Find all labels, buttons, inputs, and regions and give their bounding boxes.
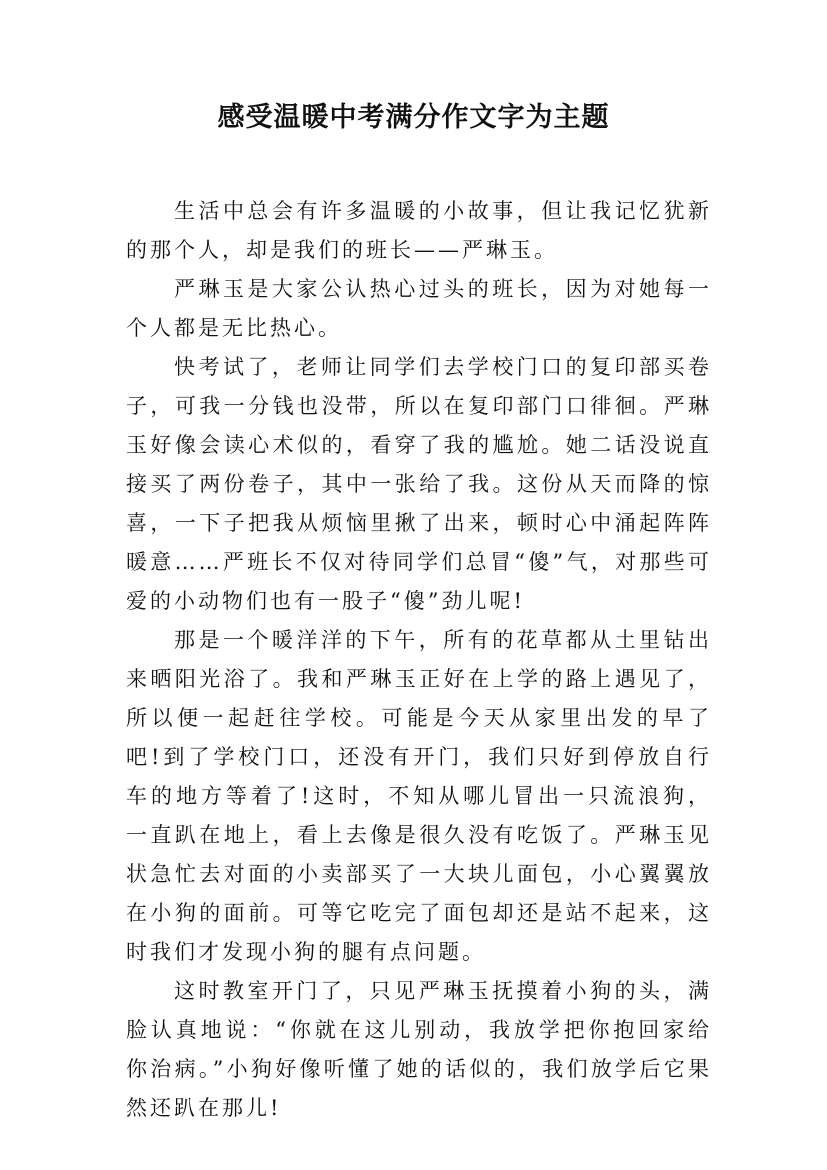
article-body xyxy=(126,192,712,1128)
paragraph-5: 这时教室开门了，只见严琳玉抚摸着小狗的头，满脸认真地说：“你就在这儿别动，我放学把你抱回家给你治病。”小狗好像听懂了她的话似的，我们放学后它果然还趴在那儿! xyxy=(126,979,712,1120)
paragraph-2: 严琳玉是大家公认热心过头的班长，因为对她每一个人都是无比热心。 xyxy=(126,277,712,340)
paragraph-4: 那是一个暖洋洋的下午，所有的花草都从土里钻出来晒阳光浴了。我和严琳玉正好在上学的路上遇见了，所以便一起赶往学校。可能是今天从家里出发的早了吧!到了学校门口，还没有开门，我们只好到停放自行车的地方等着了!这时，不知从哪儿冒出一只流浪狗，一直趴在地上，看上去像是很久没有吃饭了。严琳玉见状急忙去对面的小卖部买了一大块儿面包，小心翼翼放在小狗的面前。可等它吃完了面包却还是站不起来，这时我们才发现小狗的腿有点问题。 xyxy=(126,628,712,964)
paragraph-1: 生活中总会有许多温暖的小故事，但让我记忆犹新的那个人，却是我们的班长——严琳玉。 xyxy=(126,199,712,262)
document-title: 感受温暖中考满分作文字为主题 xyxy=(217,102,610,133)
paragraph-3: 快考试了，老师让同学们去学校门口的复印部买卷子，可我一分钱也没带，所以在复印部门口徘徊。严琳玉好像会读心术似的，看穿了我的尴尬。她二话没说直接买了两份卷子，其中一张给了我。这份从天而降的惊喜，一下子把我从烦恼里揪了出来，顿时心中涌起阵阵暖意……严班长不仅对待同学们总冒“傻”气，对那些可爱的小动物们也有一股子“傻”劲儿呢! xyxy=(126,355,712,613)
